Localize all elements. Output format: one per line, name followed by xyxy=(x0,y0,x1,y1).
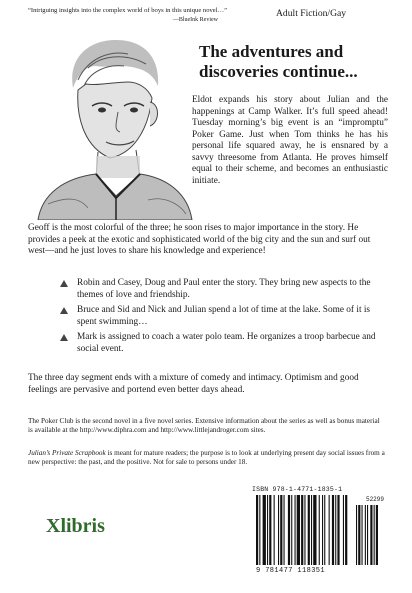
list-item xyxy=(60,305,390,328)
xlibris-logo xyxy=(44,512,134,538)
barcode-bar xyxy=(304,495,305,565)
barcode-bar xyxy=(324,495,325,565)
barcode xyxy=(252,493,384,575)
review-quote xyxy=(28,7,238,24)
scrapbook-title: Julian’s Private Scrapbook xyxy=(28,449,106,457)
barcode-bar xyxy=(308,495,310,565)
barcode-addon-bar xyxy=(358,505,360,565)
genre-label: Adult Fiction/Gay xyxy=(276,8,347,19)
intro-paragraph: Eldot expands his story about Julian and the happenings at Camp Walker. It’s full speed ahead! Tuesday morning’s big event is an “impromptu” Poker Game. Just when Tom thinks he has his personal life squared away, he is ensnared by a savvy threesome from Atlanta. He proves himself equal to their scheme, and becomes an enthusiastic initiate. xyxy=(192,95,388,186)
barcode-bar xyxy=(263,495,266,565)
barcode-bar xyxy=(269,495,271,565)
barcode-bar xyxy=(343,495,344,565)
barcode-bar xyxy=(284,495,285,565)
isbn-number: ISBN 978-1-4771-1835-1 xyxy=(252,486,343,493)
bullet-text: Mark is assigned to coach a water polo team. He organizes a troop barbecue and social event. xyxy=(77,332,376,354)
barcode-bar xyxy=(280,495,282,565)
plot-bullet-list xyxy=(60,278,390,359)
isbn-block xyxy=(252,486,384,575)
list-item xyxy=(60,278,390,301)
series-info: The Poker Club is the second novel in a five novel series. Extensive information about the series as well as bonus material is available at the http://www.diphra.com and http://www.littlejandroger.com sites. xyxy=(28,417,380,434)
barcode-addon-bar xyxy=(374,505,375,565)
barcode-bar xyxy=(301,495,303,565)
barcode-addon-bar xyxy=(356,505,357,565)
list-item xyxy=(60,332,390,355)
barcode-bar xyxy=(259,495,260,565)
barcode-bar xyxy=(345,495,347,565)
barcode-bar xyxy=(291,495,292,565)
barcode-bar xyxy=(319,495,320,565)
bullet-text: Robin and Casey, Doug and Paul enter the story. They bring new aspects to the themes of love and friendship. xyxy=(77,278,371,300)
geoff-paragraph: Geoff is the most colorful of the three; he soon rises to major importance in the story. He provides a peek at the exotic and sophisticated world of the big city and the sun and surf out west—and he just loves to share his knowledge and experience! xyxy=(28,223,371,256)
barcode-bar xyxy=(311,495,312,565)
barcode-bar xyxy=(274,495,275,565)
barcode-bar xyxy=(295,495,296,565)
barcode-addon-digits: 52299 xyxy=(365,496,384,503)
barcode-bar xyxy=(267,495,268,565)
barcode-bar xyxy=(322,495,323,565)
triangle-bullet-icon xyxy=(60,334,68,341)
barcode-bar xyxy=(332,495,334,565)
triangle-bullet-icon xyxy=(60,307,68,314)
bullet-text: Bruce and Sid and Nick and Julian spend a lot of time at the lake. Some of it is spent swimming… xyxy=(77,305,371,327)
note-text: is meant for mature readers; the purpose is to look at underlying present day social issues from a new perspective: the past, and the positive. Not for sale to persons under 18. xyxy=(28,449,385,466)
barcode-addon-bar xyxy=(367,505,368,565)
barcode-bar xyxy=(329,495,330,565)
barcode-bars xyxy=(252,493,384,567)
barcode-bar xyxy=(278,495,279,565)
barcode-bar xyxy=(337,495,339,565)
barcode-addon-bar xyxy=(362,505,363,565)
review-attribution: —BlueInk Review xyxy=(172,16,218,23)
barcode-bar xyxy=(313,495,316,565)
barcode-addon-bar xyxy=(376,505,378,565)
mature-readers-note xyxy=(28,449,386,467)
closing-paragraph: The three day segment ends with a mixture of comedy and intimacy. Optimism and good feelings are pervasive and portend even better days ahead. xyxy=(28,373,359,395)
barcode-addon-bar xyxy=(370,505,372,565)
headline: The adventures and discoveries continue... xyxy=(199,42,358,81)
barcode-bar xyxy=(297,495,300,565)
publisher-name: Xlibris xyxy=(46,515,105,537)
barcode-bar xyxy=(256,495,258,565)
barcode-bar xyxy=(335,495,336,565)
barcode-number: 9 781477 118351 xyxy=(256,567,326,575)
triangle-bullet-icon xyxy=(60,280,68,287)
barcode-addon-bar xyxy=(365,505,366,565)
boy-portrait-sketch xyxy=(28,28,196,220)
review-quote-text: “Intriguing insights into the complex world of boys in this unique novel…” xyxy=(28,7,228,14)
barcode-bar xyxy=(288,495,290,565)
